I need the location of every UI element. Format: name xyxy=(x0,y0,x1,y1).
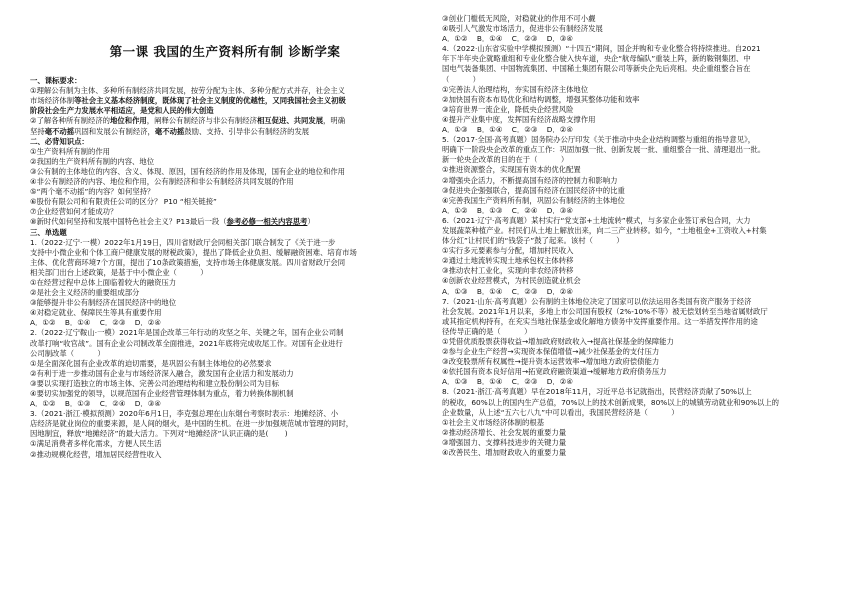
text-run: 相互促进、共同发展 xyxy=(256,116,324,126)
text-run: ，阐释公有制经济与非公有制经济 xyxy=(146,116,257,126)
questions-left xyxy=(30,238,420,460)
text-run: 地位和作用 xyxy=(110,116,147,126)
text-run: 坚持 xyxy=(30,126,45,136)
text-run: 等社会主义基本经济制度，既体现了社会主义制度的优越性，又同我国社会主义初级 xyxy=(74,96,346,106)
question-line: ③改变股票所有权属性→提升资本运营效率→增加地方政府偿债能力 xyxy=(442,357,660,367)
question-line: ④对稳定就业、保障民生等具有重要作用 xyxy=(30,308,162,318)
question-line: 企业数量，从上述“五六七八九”中可以看出，我国民营经济是（ ） xyxy=(442,407,679,417)
question-line: 明确下一阶段央企改革的重点工作：巩固加强一批、创新发展一批、重组整合一批、清理退出一批。 xyxy=(442,145,766,155)
question-line: 或其指定机构持有，在充实当地社保基金或化解地方债务中发挥重要作用。这一举措发挥作用的途 xyxy=(442,316,758,326)
right-column xyxy=(442,14,834,458)
question-line: ④改善民生、增加财政收入的重要力量 xyxy=(442,448,567,458)
section-heading-knowledge: 二、必背知识点： xyxy=(30,136,89,146)
text-run: ⑦企业经营如何才能成功？ xyxy=(30,207,118,217)
question-line: ③培育世界一流企业，降低央企经营风险 xyxy=(442,104,574,114)
question-line: A．①② B．①④ C．②③ D．②④ xyxy=(30,318,161,328)
question-line: ③促进央企强强联合，提高国有经济在国民经济中的比重 xyxy=(442,185,625,195)
text-run: ②我国的生产资料所有制的内容、地位 xyxy=(30,156,155,166)
question-line: ④完善我国生产资料所有制，巩固公有制经济的主体地位 xyxy=(442,195,625,205)
text-run: ） xyxy=(307,217,315,227)
question-line: ④要切实加强党的领导，以规范国有企业经营管理体制为重点，着力转换体制机制 xyxy=(30,389,294,398)
question-line: （ ） xyxy=(442,74,481,84)
standard-line xyxy=(30,127,420,137)
question-line: 体分红”让村民们的“钱袋子”鼓了起来。该村（ ） xyxy=(442,236,624,246)
text-run: ②了解各种所有制经济的 xyxy=(30,116,111,126)
question-line: 的税收，60%以上的国内生产总值，70%以上的技术创新成果，80%以上的城镇劳动就业和90%以上的 xyxy=(442,397,780,407)
question-line: 相关部门出台上述政策，是基于中小微企业（ ） xyxy=(30,267,208,277)
question-line: 主体、优化营商环境7个方面，提出了10条政策措施，支持市场主体健康发展。四川省财政厅会同 xyxy=(30,257,346,267)
question-line: ③推动农村工业化，实现向非农经济转移 xyxy=(442,266,574,276)
question-line: ③能够提升非公有制经济在国民经济中的地位 xyxy=(30,298,177,308)
question-line: ①满足消费者多样化需求，方便人民生活 xyxy=(30,439,162,449)
question-line: ②有利于进一步推动国有企业与市场经济深入融合，激发国有企业活力和发展动力 xyxy=(30,368,294,378)
question-line: 年下半年央企就略重组和专业化整合驶入快车道，央企“航母编队”重装上阵，新的鞍钢集团、中 xyxy=(442,54,751,64)
question-line: 1.（2022·辽宁·一模）2022年1月19日，四川省财政厅会同相关部门联合制发了《关于进一步 xyxy=(30,237,336,247)
question-line: 店经济是就业岗位的重要来源，是人间的烟火，是中国的生机。在进一步加强规范城市管理的同时， xyxy=(30,419,354,429)
question-line: ①完善法人治理结构，夯实国有经济主体地位 xyxy=(442,84,589,94)
question-line: 5.（2017·全国·高考真题）国务院办公厅印发《关于推动中央企业结构调整与重组的指导意见》， xyxy=(442,135,756,145)
text-run: ⑤“两个毫不动摇”的内容？如何坚持？ xyxy=(30,187,155,197)
question-line: 2.（2022·辽宁鞍山·一模）2021年是国企改革三年行动的攻坚之年、关键之年，国有企业公司制 xyxy=(30,328,344,338)
question-line: ③创业门槛低无风险，对稳就业的作用不可小觑 xyxy=(442,14,596,23)
curriculum-standards xyxy=(30,86,420,136)
question-line: ④创新农业经营模式，为村民创造就业机会 xyxy=(442,276,581,286)
knowledge-line xyxy=(30,197,420,207)
question-line: ②参与企业生产经营→实现资本保值增值→减少社保基金的支付压力 xyxy=(442,347,660,357)
question-line: 国电气装备集团、中国物流集团、中国稀土集团有限公司等新央企先后亮相。央企重组整合旨在 xyxy=(442,64,751,74)
text-run: 毫不动摇 xyxy=(44,126,75,136)
question-line: ①社会主义市场经济体制的根基 xyxy=(442,417,545,427)
question-line: A．①② B．①③ C．②④ D．③④ xyxy=(442,205,573,215)
knowledge-points xyxy=(30,147,420,228)
text-run: 市场经济体制 xyxy=(30,96,75,106)
knowledge-line xyxy=(30,157,420,167)
question-line: 4.（2022·山东省实验中学模拟预测）“十四五”期间，国企并购和专业化整合将持续推进。自2021 xyxy=(442,44,761,54)
question-line: 7.（2021·山东·高考真题）公有制的主体地位决定了国家可以依法运用各类国有资产服务于经济 xyxy=(442,296,752,306)
knowledge-line xyxy=(30,187,420,197)
text-run: 毫不动摇 xyxy=(154,126,185,136)
text-run: ①生产资料所有制的作用 xyxy=(30,146,111,156)
standard-line xyxy=(30,116,420,126)
question-line: ③要以实现打造独立的市场主体、完善公司治理结构和建立股份制公司为目标 xyxy=(30,378,279,388)
text-run: 鼓励、支持、引导非公有制经济的发展 xyxy=(184,126,310,136)
left-column xyxy=(30,0,420,460)
question-line: 6.（2021·辽宁·高考真题）某村实行“党支部+土地流转”模式，与多家企业签订承包合同，大力 xyxy=(442,215,751,225)
question-line: ②加快国有资本布局优化和结构调整，增强其整体功能和效率 xyxy=(442,94,640,104)
question-line: 新一轮央企改革的目的在于（ ） xyxy=(442,155,569,165)
knowledge-line xyxy=(30,207,420,217)
text-run: ③公有制的主体地位的内容、含义、体现、原因，国有经济的作用及体现，国有企业的地位和作用 xyxy=(30,166,346,176)
section-heading-standards: 一、课标要求： xyxy=(30,76,82,86)
question-line: 因地制宜，释放“地摊经济”的最大活力。下列对“地摊经济”认识正确的是( ) xyxy=(30,429,288,439)
question-line: A．①② B．①④ C．②③ D．③④ xyxy=(442,34,573,44)
question-line: ④吸引人气激发市场活力，促进非公有制经济发展 xyxy=(442,24,603,34)
knowledge-line xyxy=(30,217,420,227)
question-line: 支持中小微企业和个体工商户健康发展的财税政策》，提出了降低企业负担、缓解融资困难、培育市场 xyxy=(30,247,357,257)
standard-line xyxy=(30,86,420,96)
question-line: A．①③ B．①④ C．②③ D．②④ xyxy=(442,377,573,387)
question-line: ①是全面深化国有企业改革的迫切需要，是巩固公有制主体地位的必然要求 xyxy=(30,358,272,368)
question-line: 社会发展。2021年1月以来，多地上市公司国有股权（2%-10%不等）被无偿划转至当地省属财政厅 xyxy=(442,306,768,316)
question-line: 8.（2021·浙江·高考真题）早在2018年11月，习近平总书记就指出，民营经济贡献了50%以上 xyxy=(442,387,752,397)
text-run: ，明确 xyxy=(323,116,346,126)
text-run: ④非公有制经济的内容、地位和作用，公有制经济和非公有制经济共同发展的作用 xyxy=(30,177,294,187)
question-line: 改革打响“收官战”。国有企业公司制改革全面推进，2021年底将完成收尾工作。对国有企业进行 xyxy=(30,338,343,348)
text-run: ①理解公有制为主体、多种所有制经济共同发展，按劳分配为主体、多种分配方式并存，社会主义 xyxy=(30,86,346,96)
question-line: ①推进资源整合，实现国有资本的优化配置 xyxy=(442,165,581,175)
question-line: ②推动规模化经营，增加居民经营性收入 xyxy=(30,449,162,459)
question-line: ③增强国力、支撑科技进步的关键力量 xyxy=(442,437,567,447)
question-line: ④提升产业集中度，发挥国有经济战略支撑作用 xyxy=(442,114,596,124)
text-run: 阶段社会生产力发展水平相适应，是党和人民的伟大创造 xyxy=(30,106,214,116)
question-line: A．①③ B．①④ C．②③ D．②④ xyxy=(442,286,573,296)
question-line: A．①③ B．①④ C．②③ D．②④ xyxy=(442,125,573,135)
question-line: ②增强央企活力，不断提高国有经济的控制力和影响力 xyxy=(442,175,618,185)
text-run: 参考必修一相关内容思考 xyxy=(226,217,308,227)
question-line: A．①② B．①③ C．②④ D．③④ xyxy=(30,399,161,409)
page-title: 第一课 我国的生产资料所有制 诊断学案 xyxy=(109,44,341,59)
text-run: 巩固和发展公有制经济， xyxy=(74,126,155,136)
knowledge-line xyxy=(30,147,420,157)
text-run: ⑥股份有限公司和有限责任公司的区分？ P10 “相关链接” xyxy=(30,197,217,207)
question-line: ④依托国有资本良好信用→拓宽政府融资渠道→缓解地方政府债务压力 xyxy=(442,367,667,377)
question-line: 径传导正确的是（ ） xyxy=(442,326,532,336)
question-line: ②推动经济增长、社会发展的重要力量 xyxy=(442,427,567,437)
standard-line xyxy=(30,106,420,116)
knowledge-line xyxy=(30,177,420,187)
question-line: ①凭借优质股票获得收益→增加政府财政收入→提高社保基金的保障能力 xyxy=(442,337,674,346)
section-heading-questions: 三、单选题 xyxy=(30,227,67,237)
question-line: 公司制改革（ ） xyxy=(30,348,105,358)
question-line: 3.（2021·浙江·模拟预测）2020年6月1日，李克强总理在山东烟台考察时表示：地摊经济、小 xyxy=(30,409,339,419)
knowledge-line xyxy=(30,167,420,177)
text-run: ⑧新时代如何坚持和发展中国特色社会主义？P13最后一段（ xyxy=(30,217,227,227)
standard-line xyxy=(30,96,420,106)
question-line: 发展蔬菜种植产业。村民们从土地上解放出来，向二三产业转移。如今，“土地租金+工资收入+村集 xyxy=(442,225,767,235)
question-line: ②是社会主义经济的重要组成部分 xyxy=(30,288,140,298)
question-line: ①实行多元要素参与分配，增加村民收入 xyxy=(442,246,574,256)
question-line: ①在经营过程中总体上面临着较大的融资压力 xyxy=(30,277,177,287)
question-line: ②通过土地流转实现土地承包权主体转移 xyxy=(442,256,574,266)
